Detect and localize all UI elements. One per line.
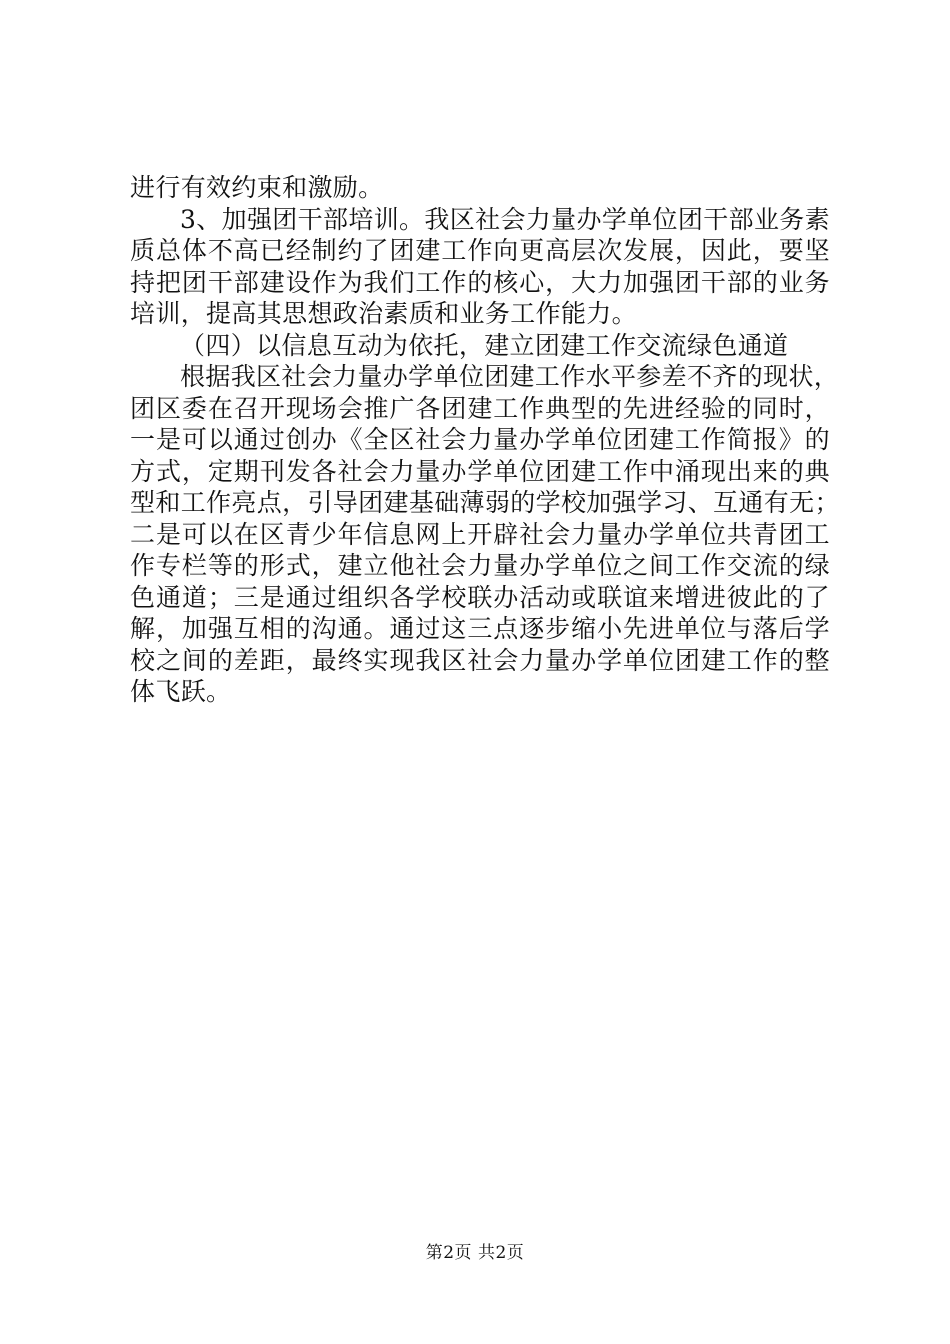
paragraph-line: 解，加强互相的沟通。通过这三点逐步缩小先进单位与落后学	[130, 614, 830, 643]
paragraph-line: 二是可以在区青少年信息网上开辟社会力量办学单位共青团工	[130, 519, 830, 549]
paragraph-line: 色通道；三是通过组织各学校联办活动或联谊来增进彼此的了	[130, 582, 830, 612]
paragraph-line: 作专栏等的形式，建立他社会力量办学单位之间工作交流的绿	[130, 551, 830, 580]
paragraph-line: 3、加强团干部培训。我区社会力量办学单位团干部业务素	[180, 204, 831, 234]
page-footer: 第2页 共2页	[425, 1243, 525, 1263]
paragraph-line: 质总体不高已经制约了团建工作向更高层次发展，因此，要坚	[130, 236, 830, 265]
paragraph-line: 持把团干部建设作为我们工作的核心，大力加强团干部的业务	[130, 267, 830, 297]
paragraph-line: 根据我区社会力量办学单位团建工作水平参差不齐的现状，	[180, 362, 840, 391]
paragraph-line: 体飞跃。	[130, 677, 232, 706]
paragraph-line: 一是可以通过创办《全区社会力量办学单位团建工作简报》的	[130, 425, 830, 454]
document-body	[130, 172, 840, 708]
paragraph-line: 进行有效约束和激励。	[130, 173, 384, 202]
section-heading: （四）以信息互动为依托，建立团建工作交流绿色通道	[180, 330, 789, 360]
paragraph-line: 型和工作亮点，引导团建基础薄弱的学校加强学习、互通有无；	[130, 488, 840, 517]
paragraph-line: 培训，提高其思想政治素质和业务工作能力。	[130, 299, 638, 328]
paragraph-line: 校之间的差距，最终实现我区社会力量办学单位团建工作的整	[130, 645, 830, 675]
paragraph-line: 方式，定期刊发各社会力量办学单位团建工作中涌现出来的典	[130, 456, 830, 486]
paragraph-line: 团区委在召开现场会推广各团建工作典型的先进经验的同时，	[130, 393, 830, 423]
